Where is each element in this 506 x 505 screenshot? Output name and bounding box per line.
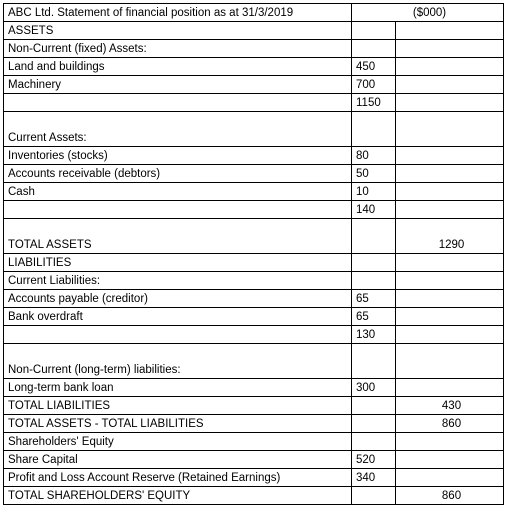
- subsection-heading: Current Liabilities:: [4, 272, 352, 290]
- row-value: 520: [352, 451, 396, 469]
- table-row: [4, 183, 504, 201]
- row-value: 10: [352, 183, 396, 201]
- row-label: Profit and Loss Account Reserve (Retained Earnings): [4, 469, 352, 487]
- table-row: [4, 219, 504, 254]
- table-row: [4, 397, 504, 415]
- subsection-heading: Non-Current (fixed) Assets:: [4, 40, 352, 58]
- row-label: Accounts payable (creditor): [4, 290, 352, 308]
- row-value: 80: [352, 147, 396, 165]
- total-value: 860: [396, 487, 504, 505]
- total-label: TOTAL SHAREHOLDERS' EQUITY: [4, 487, 352, 505]
- row-label: Inventories (stocks): [4, 147, 352, 165]
- table-row: [4, 94, 504, 112]
- total-value: 860: [396, 415, 504, 433]
- total-label: TOTAL LIABILITIES: [4, 397, 352, 415]
- row-value: 340: [352, 469, 396, 487]
- row-value: 450: [352, 58, 396, 76]
- table-row: [4, 165, 504, 183]
- table-row: [4, 344, 504, 379]
- subtotal-value: 140: [352, 201, 396, 219]
- row-value: 65: [352, 308, 396, 326]
- financial-position-table: [3, 3, 504, 505]
- total-value: 1290: [396, 219, 504, 254]
- total-label: TOTAL ASSETS - TOTAL LIABILITIES: [4, 415, 352, 433]
- table-row: [4, 469, 504, 487]
- row-value: 700: [352, 76, 396, 94]
- row-label: Accounts receivable (debtors): [4, 165, 352, 183]
- statement-title: ABC Ltd. Statement of financial position as at 31/3/2019: [4, 4, 352, 22]
- table-row: [4, 4, 504, 22]
- unit-label: ($000): [352, 4, 504, 22]
- row-label: Share Capital: [4, 451, 352, 469]
- row-label: Land and buildings: [4, 58, 352, 76]
- table-row: [4, 272, 504, 290]
- table-row: [4, 147, 504, 165]
- table-row: [4, 433, 504, 451]
- subsection-heading: Non-Current (long-term) liabilities:: [4, 344, 352, 379]
- table-row: [4, 254, 504, 272]
- table-row: [4, 40, 504, 58]
- table-row: [4, 451, 504, 469]
- row-value: 65: [352, 290, 396, 308]
- subtotal-value: 1150: [352, 94, 396, 112]
- table-row: [4, 487, 504, 505]
- table-row: [4, 112, 504, 147]
- section-heading: Shareholders' Equity: [4, 433, 352, 451]
- table-row: [4, 290, 504, 308]
- row-value: 300: [352, 379, 396, 397]
- table-row: [4, 326, 504, 344]
- subsection-heading: Current Assets:: [4, 112, 352, 147]
- table-row: [4, 379, 504, 397]
- row-value: 50: [352, 165, 396, 183]
- row-label: Machinery: [4, 76, 352, 94]
- table-row: [4, 308, 504, 326]
- table-row: [4, 76, 504, 94]
- row-label: Bank overdraft: [4, 308, 352, 326]
- section-heading: ASSETS: [4, 22, 352, 40]
- total-value: 430: [396, 397, 504, 415]
- row-label: Long-term bank loan: [4, 379, 352, 397]
- total-label: TOTAL ASSETS: [4, 219, 352, 254]
- table-row: [4, 415, 504, 433]
- table-row: [4, 201, 504, 219]
- subtotal-value: 130: [352, 326, 396, 344]
- row-label: Cash: [4, 183, 352, 201]
- section-heading: LIABILITIES: [4, 254, 352, 272]
- table-row: [4, 22, 504, 40]
- table-row: [4, 58, 504, 76]
